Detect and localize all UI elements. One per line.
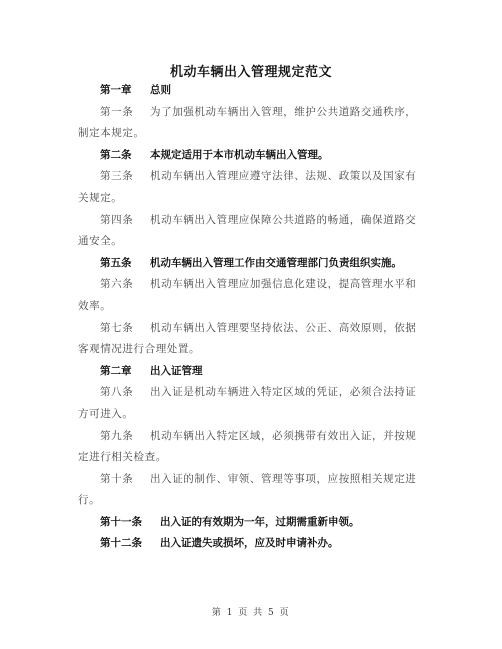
article-text: 为了加强机动车辆出入管理，维护公共道路交通秩序， [150,105,417,118]
article-continuation: 通安全。 [78,235,123,248]
page-footer: 第 1 页 共 5 页 [211,608,291,618]
article-line [78,382,436,404]
article-number: 第七条 [100,321,134,334]
article-number: 第六条 [100,278,134,291]
document-title: 机动车辆出入管理规定范文 [169,65,332,80]
article-continuation: 关规定。 [78,191,123,204]
article-line [78,274,436,296]
chapter-heading [78,80,436,102]
article-number: 第三条 [100,170,134,183]
article-number: 第二条 [100,148,132,161]
document-body [78,80,436,555]
article-line [78,426,436,448]
article-number: 第九条 [100,429,134,442]
article-line-bold [78,512,436,534]
article-line [78,166,436,188]
article-text: 出入证是机动车辆进入特定区域的凭证，必须合法持证 [150,386,417,399]
article-number: 第五条 [100,256,132,269]
article-text: 机动车辆出入特定区域，必须携带有效出入证，并按规 [150,429,417,442]
article-number: 第十二条 [100,537,142,550]
article-line-bold [78,533,436,555]
chapter-title: 出入证管理 [150,364,203,377]
article-number: 第四条 [100,213,134,226]
article-continuation: 方可进入。 [78,407,134,420]
article-text: 机动车辆出入管理工作由交通管理部门负责组织实施。 [150,256,402,269]
article-line-bold [78,145,436,167]
article-text: 机动车辆出入管理应加强信息化建设，提高管理水平和 [150,278,417,291]
article-line-bold [78,253,436,275]
article-text: 出入证的制作、审领、管理等事项，应按照相关规定进 [150,472,417,485]
article-continuation: 行。 [78,494,101,507]
article-line [78,469,436,491]
article-text: 出入证遗失或损坏，应及时申请补办。 [160,537,339,550]
article-text: 机动车辆出入管理应保障公共道路的畅通，确保道路交 [150,213,417,226]
article-number: 第八条 [100,386,134,399]
article-continuation: 客观情况进行合理处置。 [78,343,201,356]
article-line [78,318,436,340]
article-line [78,102,436,124]
chapter-number: 第一章 [100,84,132,96]
article-line [78,210,436,232]
article-number: 第十一条 [100,515,142,528]
article-number: 第一条 [100,105,134,118]
chapter-heading [78,361,436,383]
article-continuation: 定进行相关检查。 [78,451,167,464]
article-text: 机动车辆出入管理应遵守法律、法规、政策以及国家有 [150,170,417,183]
article-number: 第十条 [100,472,134,485]
chapter-title: 总则 [150,84,171,96]
chapter-number: 第二章 [100,364,132,377]
article-continuation: 效率。 [78,299,112,312]
article-text: 本规定适用于本市机动车辆出入管理。 [150,148,329,161]
article-text: 出入证的有效期为一年，过期需重新申领。 [160,515,360,528]
article-continuation: 制定本规定。 [78,127,145,140]
article-text: 机动车辆出入管理要坚持依法、公正、高效原则，依据 [150,321,417,334]
